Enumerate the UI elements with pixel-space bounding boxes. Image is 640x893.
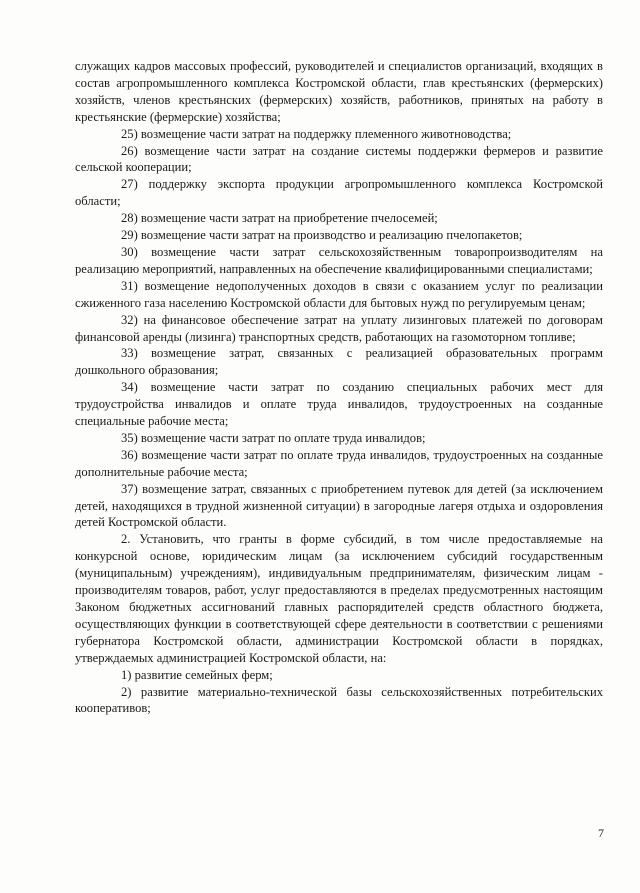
paragraph-item-26: 26) возмещение части затрат на создание системы поддержки фермеров и развитие сельской кооперации; — [75, 143, 603, 175]
paragraph-item-30: 30) возмещение части затрат сельскохозяйственным товаропроизводителям на реализацию мероприятий, направленных на обеспечение квалифицированными специалистами; — [75, 244, 603, 276]
page-number: 7 — [598, 826, 604, 840]
paragraph-item-29: 29) возмещение части затрат на производство и реализацию пчелопакетов; — [121, 228, 523, 243]
paragraph-item-27: 27) поддержку экспорта продукции агропромышленного комплекса Костромской области; — [75, 177, 603, 209]
paragraph-subitem-1: 1) развитие семейных ферм; — [121, 667, 273, 682]
paragraph-item-31: 31) возмещение недополученных доходов в связи с оказанием услуг по реализации сжиженного газа населению Костромской области для бытовых нужд по регулируемым ценам; — [75, 278, 603, 310]
paragraph-continuation: служащих кадров массовых профессий, руководителей и специалистов организаций, входящих в состав агропромышленного комплекса Костромской области, глав крестьянских (фермерских) хозяйств, членов крестьянских (фермерских) хозяйств, работников, принятых на работу в крестьянские (фермерские) хозяйства; — [75, 59, 603, 124]
paragraph-subitem-2: 2) развитие материально-технической базы сельскохозяйственных потребительских кооперативов; — [75, 684, 603, 716]
paragraph-item-33: 33) возмещение затрат, связанных с реализацией образовательных программ дошкольного образования; — [75, 346, 603, 378]
paragraph-item-35: 35) возмещение части затрат по оплате труда инвалидов; — [121, 430, 426, 445]
paragraph-item-36: 36) возмещение части затрат по оплате труда инвалидов, трудоустроенных на созданные дополнительные рабочие места; — [75, 447, 603, 479]
paragraph-item-37: 37) возмещение затрат, связанных с приобретением путевок для детей (за исключением детей, находящихся в трудной жизненной ситуации) в загородные лагеря отдыха и оздоровления детей Костромской области. — [75, 481, 603, 530]
document-body — [75, 58, 603, 717]
paragraph-item-34: 34) возмещение части затрат по созданию специальных рабочих мест для трудоустройства инвалидов и оплате труда инвалидов, трудоустроенных на созданные специальные рабочие места; — [75, 380, 603, 429]
paragraph-item-28: 28) возмещение части затрат на приобретение пчелосемей; — [121, 211, 438, 226]
paragraph-item-25: 25) возмещение части затрат на поддержку племенного животноводства; — [121, 126, 512, 141]
paragraph-item-32: 32) на финансовое обеспечение затрат на уплату лизинговых платежей по договорам финансовой аренды (лизинга) транспортных средств, работающих на газомоторном топливе; — [75, 312, 603, 344]
paragraph-section-2: 2. Установить, что гранты в форме субсидий, в том числе предоставляемые на конкурсной основе, юридическим лицам (за исключением субсидий государственным (муниципальным) учреждениям), индивидуальным предпринимателям, физическим лицам - производителям товаров, работ, услуг предоставляются в пределах предусмотренных настоящим Законом бюджетных ассигнований главных распорядителей средств областного бюджета, осуществляющих функции в соответствующей сфере деятельности в соответствии с решениями губернатора Костромской области, администрации Костромской области в порядках, утверждаемых администрацией Костромской области, на: — [75, 532, 603, 665]
